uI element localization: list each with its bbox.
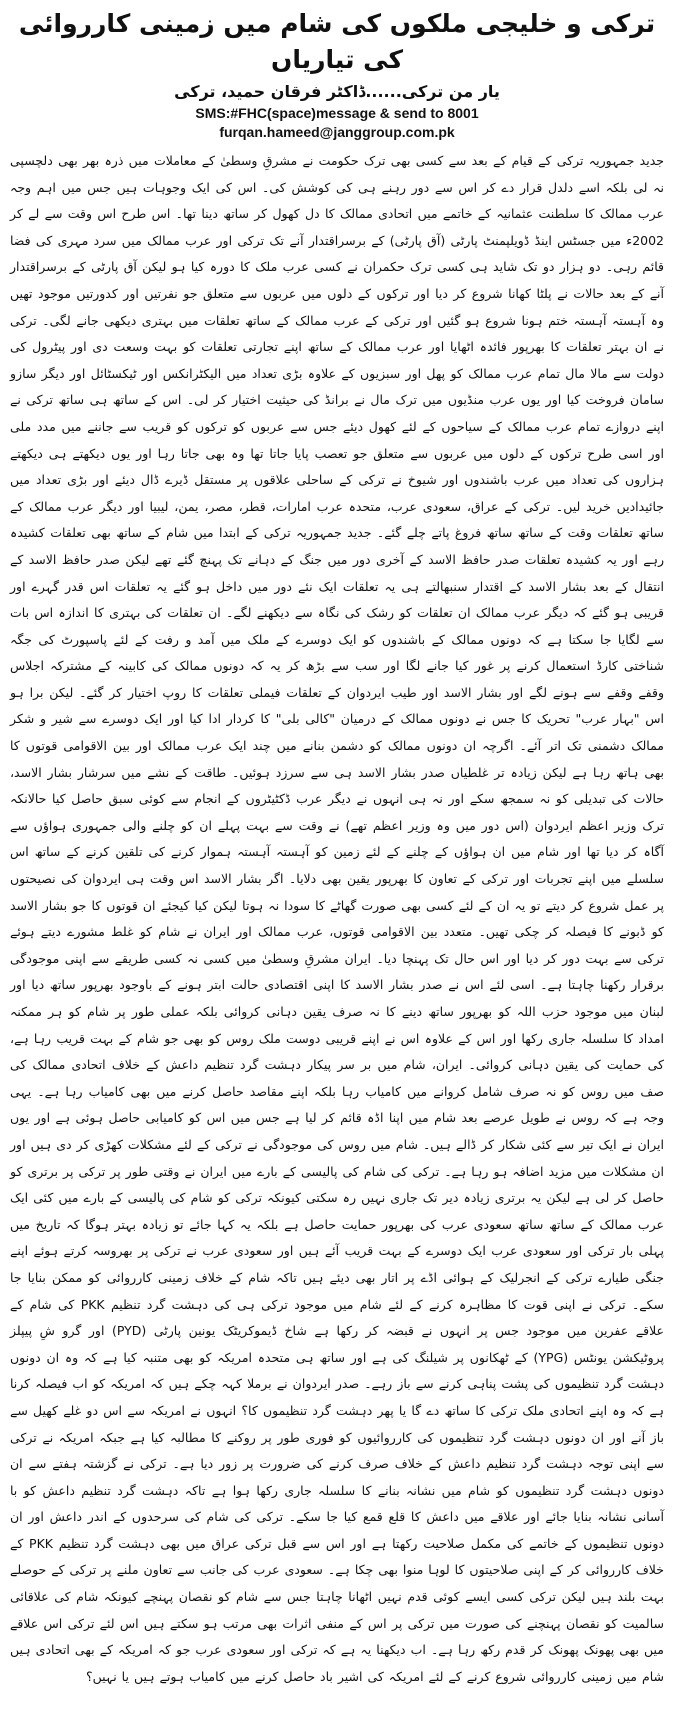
- sms-line: SMS:#FHC(space)message & send to 8001: [195, 105, 479, 121]
- article-byline: یار من ترکی......ڈاکٹر فرقان حمید، ترکی: [174, 82, 500, 101]
- article-headline: ترکی و خلیجی ملکوں کی شام میں زمینی کارروائی کی تیاریاں: [18, 9, 656, 74]
- article-body: جدید جمہوریہ ترکی کے قیام کے بعد سے کسی بھی ترک حکومت نے مشرقِ وسطیٰ کے معاملات میں ذرہ بھر بھی دلچسپی نہ لی بلکہ اسے دلدل قرار دے کر اس سے دور رہنے ہی کی کوشش کی۔ اس کی ایک وجوہات ہیں جس میں اہم وجہ عرب ممالک کا سلطنت عثمانیہ کے خاتمے میں اتحادی ممالک کا دل کھول کر ساتھ دینا تھا۔ اس طرح اس وقت سے لے کر 2002ء میں جسٹس اینڈ ڈویلپمنٹ پارٹی (آق پارٹی) کے برسراقتدار آنے تک ترکی اور عرب ممالک میں سرد مہری کی فضا قائم رہی۔ دو ہزار دو تک شاید ہی کسی ترک حکمران نے کسی عرب ملک کا دورہ کیا ہو لیکن آق پارٹی کے برسراقتدار آنے کے بعد حالات نے پلٹا کھانا شروع کر دیا اور ترکوں کے دلوں میں عربوں سے متعلق جو نفرتیں اور کدورتیں موجود تھیں وہ آہستہ آہستہ ختم ہونا شروع ہو گئیں اور ترکی کے عرب ممالک کے ساتھ تعلقات میں بہتری دیکھی جانے لگی۔ ترکی نے ان بہتر تعلقات کا بھرپور فائدہ اٹھایا اور عرب ممالک کے ساتھ اپنے تجارتی تعلقات کو بہت وسعت دی اور پیٹرول کی دولت سے مالا مال تمام عرب ممالک کو پھل اور سبزیوں کے علاوہ بڑی تعداد میں الیکٹرانکس اور ٹیکسٹائل اور دیگر سازو سامان فروخت کیا اور یوں عرب منڈیوں میں ترک مال نے برانڈ کی حیثیت اختیار کر لی۔ اس کے ساتھ ہی ساتھ ترکی نے اپنے دروازے تمام عرب ممالک کے سیاحوں کے لئے کھول دیئے جس سے عربوں کو ترکوں کو قریب سے جاننے میں مدد ملی اور اسی طرح ترکوں کے دلوں میں عربوں سے متعلق جو تعصب پایا جاتا تھا وہ بھی جاتا رہا اور یوں دیکھتے ہی دیکھتے ہزاروں کی تعداد میں عرب باشندوں اور شیوخ نے ترکی کے ساحلی علاقوں پر مستقل ڈیرے ڈال دیئے اور بڑی تعداد میں جائیدادیں خرید لیں۔ ترکی کے عراق، سعودی عرب، متحدہ عرب امارات، قطر، مصر، یمن، لیبیا اور دیگر عرب ممالک کے ساتھ تعلقات وقت کے ساتھ ساتھ فروغ پاتے چلے گئے۔ جدید جمہوریہ ترکی کے ابتدا میں شام کے ساتھ بھی تعلقات کشیدہ رہے اور یہ کشیدہ تعلقات صدر حافظ الاسد کے آخری دور میں جنگ کے دہانے تک پہنچ گئے تھے لیکن صدر حافظ الاسد کے انتقال کے بعد بشار الاسد کے اقتدار سنبھالتے ہی یہ تعلقات ایک نئے دور میں داخل ہو گئے یہ تعلقات اس قدر گہرے اور قریبی ہو گئے کہ دیگر عرب ممالک ان تعلقات کو رشک کی نگاہ سے دیکھنے لگے۔ ان تعلقات کی بہتری کا اندازہ اس بات سے لگایا جا سکتا ہے کہ دونوں ممالک کے باشندوں کو ایک دوسرے کے ملک میں آمد و رفت کے لئے پاسپورٹ کی جگہ شناختی کارڈ استعمال کرنے پر غور کیا جانے لگا اور سب سے بڑھ کر یہ کہ دونوں ممالک کی کابینہ کے مشترکہ اجلاس وقفے وقفے سے ہونے لگے اور بشار الاسد اور طیب ایردوان کے تعلقات فیملی تعلقات کا روپ اختیار کر گئے۔ لیکن برا ہو اس "بہار عرب" تحریک کا جس نے دونوں ممالک کے درمیان "کالی بلی" کا کردار ادا کیا اور ایک دوسرے سے شیر و شکر ممالک دشمنی تک اتر آئے۔ اگرچہ ان دونوں ممالک کو دشمن بنانے میں چند ایک عرب ممالک اور بین الاقوامی قوتوں کا بھی ہاتھ رہا ہے لیکن زیادہ تر غلطیاں صدر بشار الاسد ہی سے سرزد ہوئیں۔ طاقت کے نشے میں سرشار بشار الاسد، حالات کی تبدیلی کو نہ سمجھ سکے اور نہ ہی انہوں نے دیگر عرب ڈکٹیٹروں کے انجام سے کوئی سبق حاصل کیا حالانکہ ترک وزیر اعظم ایردوان (اس دور میں وہ وزیر اعظم تھے) نے وقت سے بہت پہلے ان کو چلنے والی جمہوری ہواؤں سے آگاہ کر دیا تھا اور شام میں ان ہواؤں کے چلنے کے لئے زمین کو آہستہ آہستہ ہموار کرنے کی تلقین کرنے کے ساتھ اس سلسلے میں اپنے تجربات اور ترکی کے تعاون کا بھرپور یقین بھی دلایا۔ اگر بشار الاسد اس وقت ہی ایردوان کی نصیحتوں پر عمل شروع کر دیتے تو یہ ان کے لئے کسی بھی صورت گھاٹے کا سودا نہ ہوتا لیکن کیا کیجئے ان قوتوں کا جو بشار الاسد کو ڈبونے کا فیصلہ کر چکی تھیں۔ متعدد بین الاقوامی قوتوں، عرب ممالک اور ایران نے شام کو غلط مشورے دیتے ہوئے ترکی سے بہت دور کر دیا اور اس حال تک پہنچا دیا۔ ایران مشرقِ وسطیٰ میں کسی نہ کسی طریقے سے اپنی موجودگی برقرار رکھنا چاہتا ہے۔ اسی لئے اس نے صدر بشار الاسد کا اپنی اقتصادی حالت ابتر ہونے کے باوجود بھرپور ساتھ دیا اور لبنان میں موجود حزب اللہ کو بھرپور ساتھ دینے کا نہ صرف یقین دہانی کروائی بلکہ عملی طور پر شام کو ہر ممکنہ امداد کا سلسلہ جاری رکھا اور اس کے علاوہ اس نے اپنے قریبی دوست ملک روس کو بھی جو شام کے بہت قریب رہا ہے، کی حمایت کی یقین دہانی کروائی۔ ایران، شام میں بر سر پیکار دہشت گرد تنظیم داعش کے خلاف اتحادی ممالک کی صف میں روس کو نہ صرف شامل کروانے میں کامیاب رہا بلکہ اپنے مقاصد حاصل کرنے میں بھی کامیاب رہا ہے۔ یہی وجہ ہے کہ روس نے طویل عرصے بعد شام میں اپنا اڈہ قائم کر لیا ہے جس میں اس کو کامیابی حاصل ہوئی ہے اور یوں ایران نے ایک تیر سے کئی شکار کر ڈالے ہیں۔ شام میں روس کی موجودگی نے ترکی کے لئے مشکلات کھڑی کر دی ہیں اور ان مشکلات میں مزید اضافہ ہو رہا ہے۔ ترکی کی شام کی پالیسی کے بارے میں ایران نے وقتی طور پر ترکی پر برتری کو حاصل کر لی ہے لیکن یہ برتری زیادہ دیر تک جاری نہیں رہ سکتی کیونکہ ترکی کو شام کی پالیسی کے بارے میں کئی ایک عرب ممالک کے ساتھ ساتھ سعودی عرب کی بھرپور حمایت حاصل ہے بلکہ یہ کہا جائے تو زیادہ بہتر ہوگا کہ تاریخ میں پہلی بار ترکی اور سعودی عرب ایک دوسرے کے بہت قریب آئے ہیں اور سعودی عرب نے ترکی پر بھروسہ کرتے ہوئے اپنے جنگی طیارے ترکی کے انجرلیک کے ہوائی اڈے پر اتار بھی دیئے ہیں تاکہ شام کے خلاف زمینی کارروائی کو ممکن بنایا جا سکے۔ ترکی نے اپنی قوت کا مظاہرہ کرنے کے لئے شام میں موجود ترکی ہی کی دہشت گرد تنظیم PKK کی شام کے علاقے عفرین میں موجود جس پر انہوں نے قبضہ کر رکھا ہے شاخ ڈیموکریٹک یونین پارٹی (PYD) اور گرو شِ پیپلز پروٹیکشن یونٹس (YPG) کے ٹھکانوں پر شیلنگ کی ہے اور ساتھ ہی متحدہ امریکہ کو بھی متنبہ کیا ہے کہ وہ ان دونوں دہشت گرد تنظیموں کی پشت پناہی کرنے سے باز رہے۔ صدر ایردوان نے برملا کہہ چکے ہیں کہ امریکہ کو اب فیصلہ کرنا ہے کہ وہ اپنے اتحادی ملک ترکی کا ساتھ دے گا یا پھر دہشت گرد تنظیموں کا؟ انہوں نے امریکہ سے اس دو غلے کھیل سے باز آنے اور ان دونوں دہشت گرد تنظیموں کی کارروائیوں کو فوری طور پر روکنے کا مطالبہ کیا ہے جبکہ امریکہ نے ترکی سے اپنی توجہ دہشت گرد تنظیم داعش کے خلاف صرف کرنے کی ضرورت پر زور دیا ہے۔ ترکی نے گزشتہ ہفتے سے ان دونوں دہشت گرد تنظیموں کو شام میں نشانہ بنانے کا سلسلہ جاری رکھا ہوا ہے تاکہ دہشت گرد تنظیم داعش کو با آسانی نشانہ بنایا جائے اور علاقے میں داعش کا قلع قمع کیا جا سکے۔ ترکی کی شام کی سرحدوں کے اندر داعش اور ان دونوں تنظیموں کے خاتمے کی مکمل صلاحیت رکھتا ہے اور اس سے قبل ترکی عراق میں بھی دہشت گرد تنظیم PKK کے خلاف کارروائی کر کے اپنی صلاحیتوں کا لوہا منوا بھی چکا ہے۔ سعودی عرب کی جانب سے تعاون ملنے پر ترکی کے حوصلے بہت بلند ہیں لیکن ترکی کسی ایسے کوئی قدم نہیں اٹھانا چاہتا جس سے شام کو نقصان پہنچے کیونکہ شام کی علاقائی سالمیت کو نقصان پہنچنے کی صورت میں ترکی پر اس کے منفی اثرات بھی مرتب ہو سکتے ہیں اس لئے ترکی اس علاقے میں بھی پھونک پھونک کر قدم رکھ رہا ہے۔ اب دیکھنا یہ ہے کہ ترکی اور سعودی عرب جو کہ امریکہ کے بھی اتحادی ہیں شام میں زمینی کارروائی شروع کرنے کے لئے امریکہ کی اشیر باد حاصل کرنے میں کامیاب ہوتے ہیں یا نہیں؟: [10, 153, 665, 1684]
- author-email: furqan.hameed@janggroup.com.pk: [219, 124, 455, 140]
